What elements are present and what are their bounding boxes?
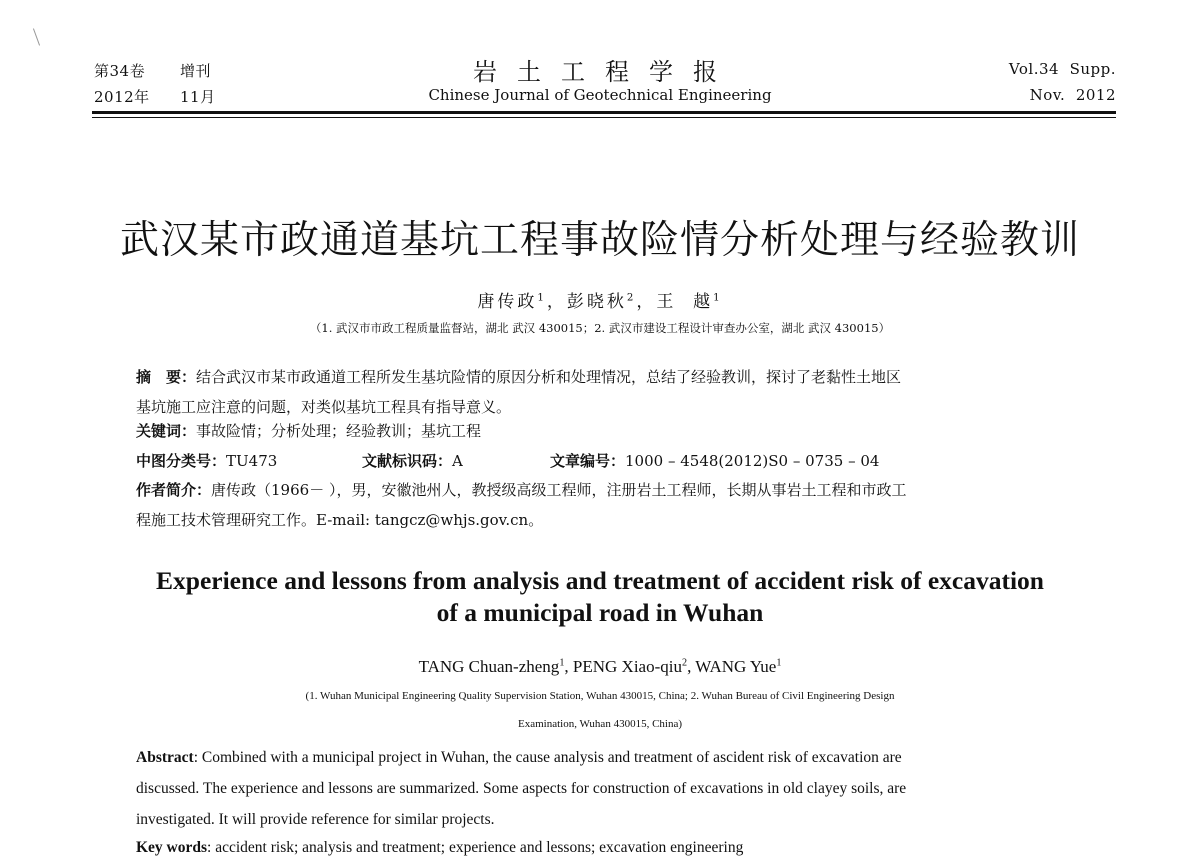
- scan-mark: [33, 28, 40, 45]
- author-cn: 唐传政: [477, 292, 538, 312]
- journal-title-en: Chinese Journal of Geotechnical Engineering: [428, 86, 772, 104]
- authors-en: [0, 657, 1200, 677]
- paper-title-en-line-2: of a municipal road in Wuhan: [436, 598, 764, 627]
- header-volume-cn: 第34卷: [94, 62, 146, 80]
- header-year-cn: 2012年: [94, 88, 150, 106]
- header-rule-thin: [92, 117, 1116, 118]
- header-rule-thick: [92, 111, 1116, 114]
- paper-title-en-line-1: Experience and lessons from analysis and treatment of accident risk of excavation: [156, 566, 1044, 595]
- clc-value: TU473: [226, 452, 278, 470]
- doc-code-value: A: [452, 452, 463, 470]
- abstract-cn-line-2: 基坑施工应注意的问题，对类似基坑工程具有指导意义。: [136, 398, 512, 416]
- author-en: TANG Chuan-zheng: [418, 657, 560, 676]
- author-bio-line-2: 程施工技术管理研究工作。E-mail: tangcz@whjs.gov.cn。: [136, 511, 544, 529]
- header-volume-en: Vol.34 Supp.: [1008, 60, 1116, 78]
- author-en: PENG Xiao-qiu: [572, 657, 682, 676]
- header-month-cn: 11月: [180, 88, 216, 106]
- header-supp-cn: 增刊: [180, 62, 212, 80]
- abstract-cn-label: 摘 要：: [136, 368, 197, 386]
- author-cn: 王 越: [656, 292, 714, 312]
- abstract-en-line-2: discussed. The experience and lessons are summarized. Some aspects for construction of excavations in old clayey soils, are: [136, 780, 907, 797]
- keywords-cn-label: 关键词：: [136, 422, 197, 440]
- header-date-en: Nov. 2012: [1029, 86, 1116, 104]
- authors-cn: [0, 287, 1200, 312]
- author-bio-text: 唐传政（1966－ ），男，安徽池州人，教授级高级工程师，注册岩土工程师，长期从事岩土工程和市政工: [211, 481, 907, 499]
- clc-label: 中图分类号：: [136, 452, 227, 470]
- doc-code: [362, 450, 463, 471]
- classification-line: [136, 450, 277, 471]
- abstract-en-label: Abstract: [136, 749, 194, 766]
- keywords-en-label: Key words: [136, 839, 208, 856]
- affiliation-en-line-1: (1. Wuhan Municipal Engineering Quality Supervision Station, Wuhan 430015, China; 2. Wuhan Bureau of Civil Engineering Design: [305, 690, 895, 702]
- article-number-value: 1000 – 4548(2012)S0 – 0735 – 04: [625, 452, 880, 470]
- author-bio-line-1: [136, 479, 906, 500]
- author-affil-mark: 1: [713, 292, 723, 304]
- author-bio-label: 作者简介：: [136, 481, 212, 499]
- abstract-en-text: Combined with a municipal project in Wuhan, the cause analysis and treatment of ascident risk of excavation are: [201, 749, 902, 766]
- author-affil-mark: 1: [776, 657, 782, 669]
- author-separator: ,: [687, 657, 696, 676]
- keywords-en-text: accident risk; analysis and treatment; experience and lessons; excavation engineering: [215, 839, 744, 856]
- abstract-cn-line-1: [136, 366, 901, 387]
- author-separator: ,: [564, 657, 573, 676]
- author-separator: ，: [546, 292, 567, 312]
- abstract-cn-text: 结合武汉市某市政通道工程所发生基坑险情的原因分析和处理情况，总结了经验教训，探讨了老黏性土地区: [196, 368, 902, 386]
- affiliation-cn: （1. 武汉市市政工程质量监督站，湖北 武汉 430015；2. 武汉市建设工程设计审查办公室，湖北 武汉 430015）: [309, 321, 891, 335]
- author-affil-mark: 2: [626, 292, 637, 304]
- paper-title-cn: 武汉某市政通道基坑工程事故险情分析处理与经验教训: [119, 218, 1080, 263]
- doc-code-label: 文献标识码：: [362, 452, 453, 470]
- keywords-en-colon: :: [207, 839, 216, 856]
- keywords-en: [136, 839, 743, 857]
- author-affil-mark: 2: [681, 657, 688, 669]
- author-affil-mark: 1: [559, 657, 565, 669]
- article-number-label: 文章编号：: [550, 452, 626, 470]
- author-separator: ，: [636, 292, 657, 312]
- affiliation-en-line-2: Examination, Wuhan 430015, China): [517, 718, 683, 730]
- abstract-en-colon: :: [193, 749, 202, 766]
- abstract-en-line-1: [136, 749, 902, 767]
- journal-title-cn: 岩土工程学报: [473, 58, 737, 86]
- author-en: WANG Yue: [695, 657, 777, 676]
- author-cn: 彭晓秋: [566, 292, 627, 312]
- keywords-cn-text: 事故险情；分析处理；经验教训；基坑工程: [196, 422, 482, 440]
- author-affil-mark: 1: [537, 292, 547, 304]
- abstract-en-line-3: investigated. It will provide reference for similar projects.: [136, 811, 495, 828]
- article-number: [550, 450, 879, 471]
- keywords-cn: [136, 420, 481, 441]
